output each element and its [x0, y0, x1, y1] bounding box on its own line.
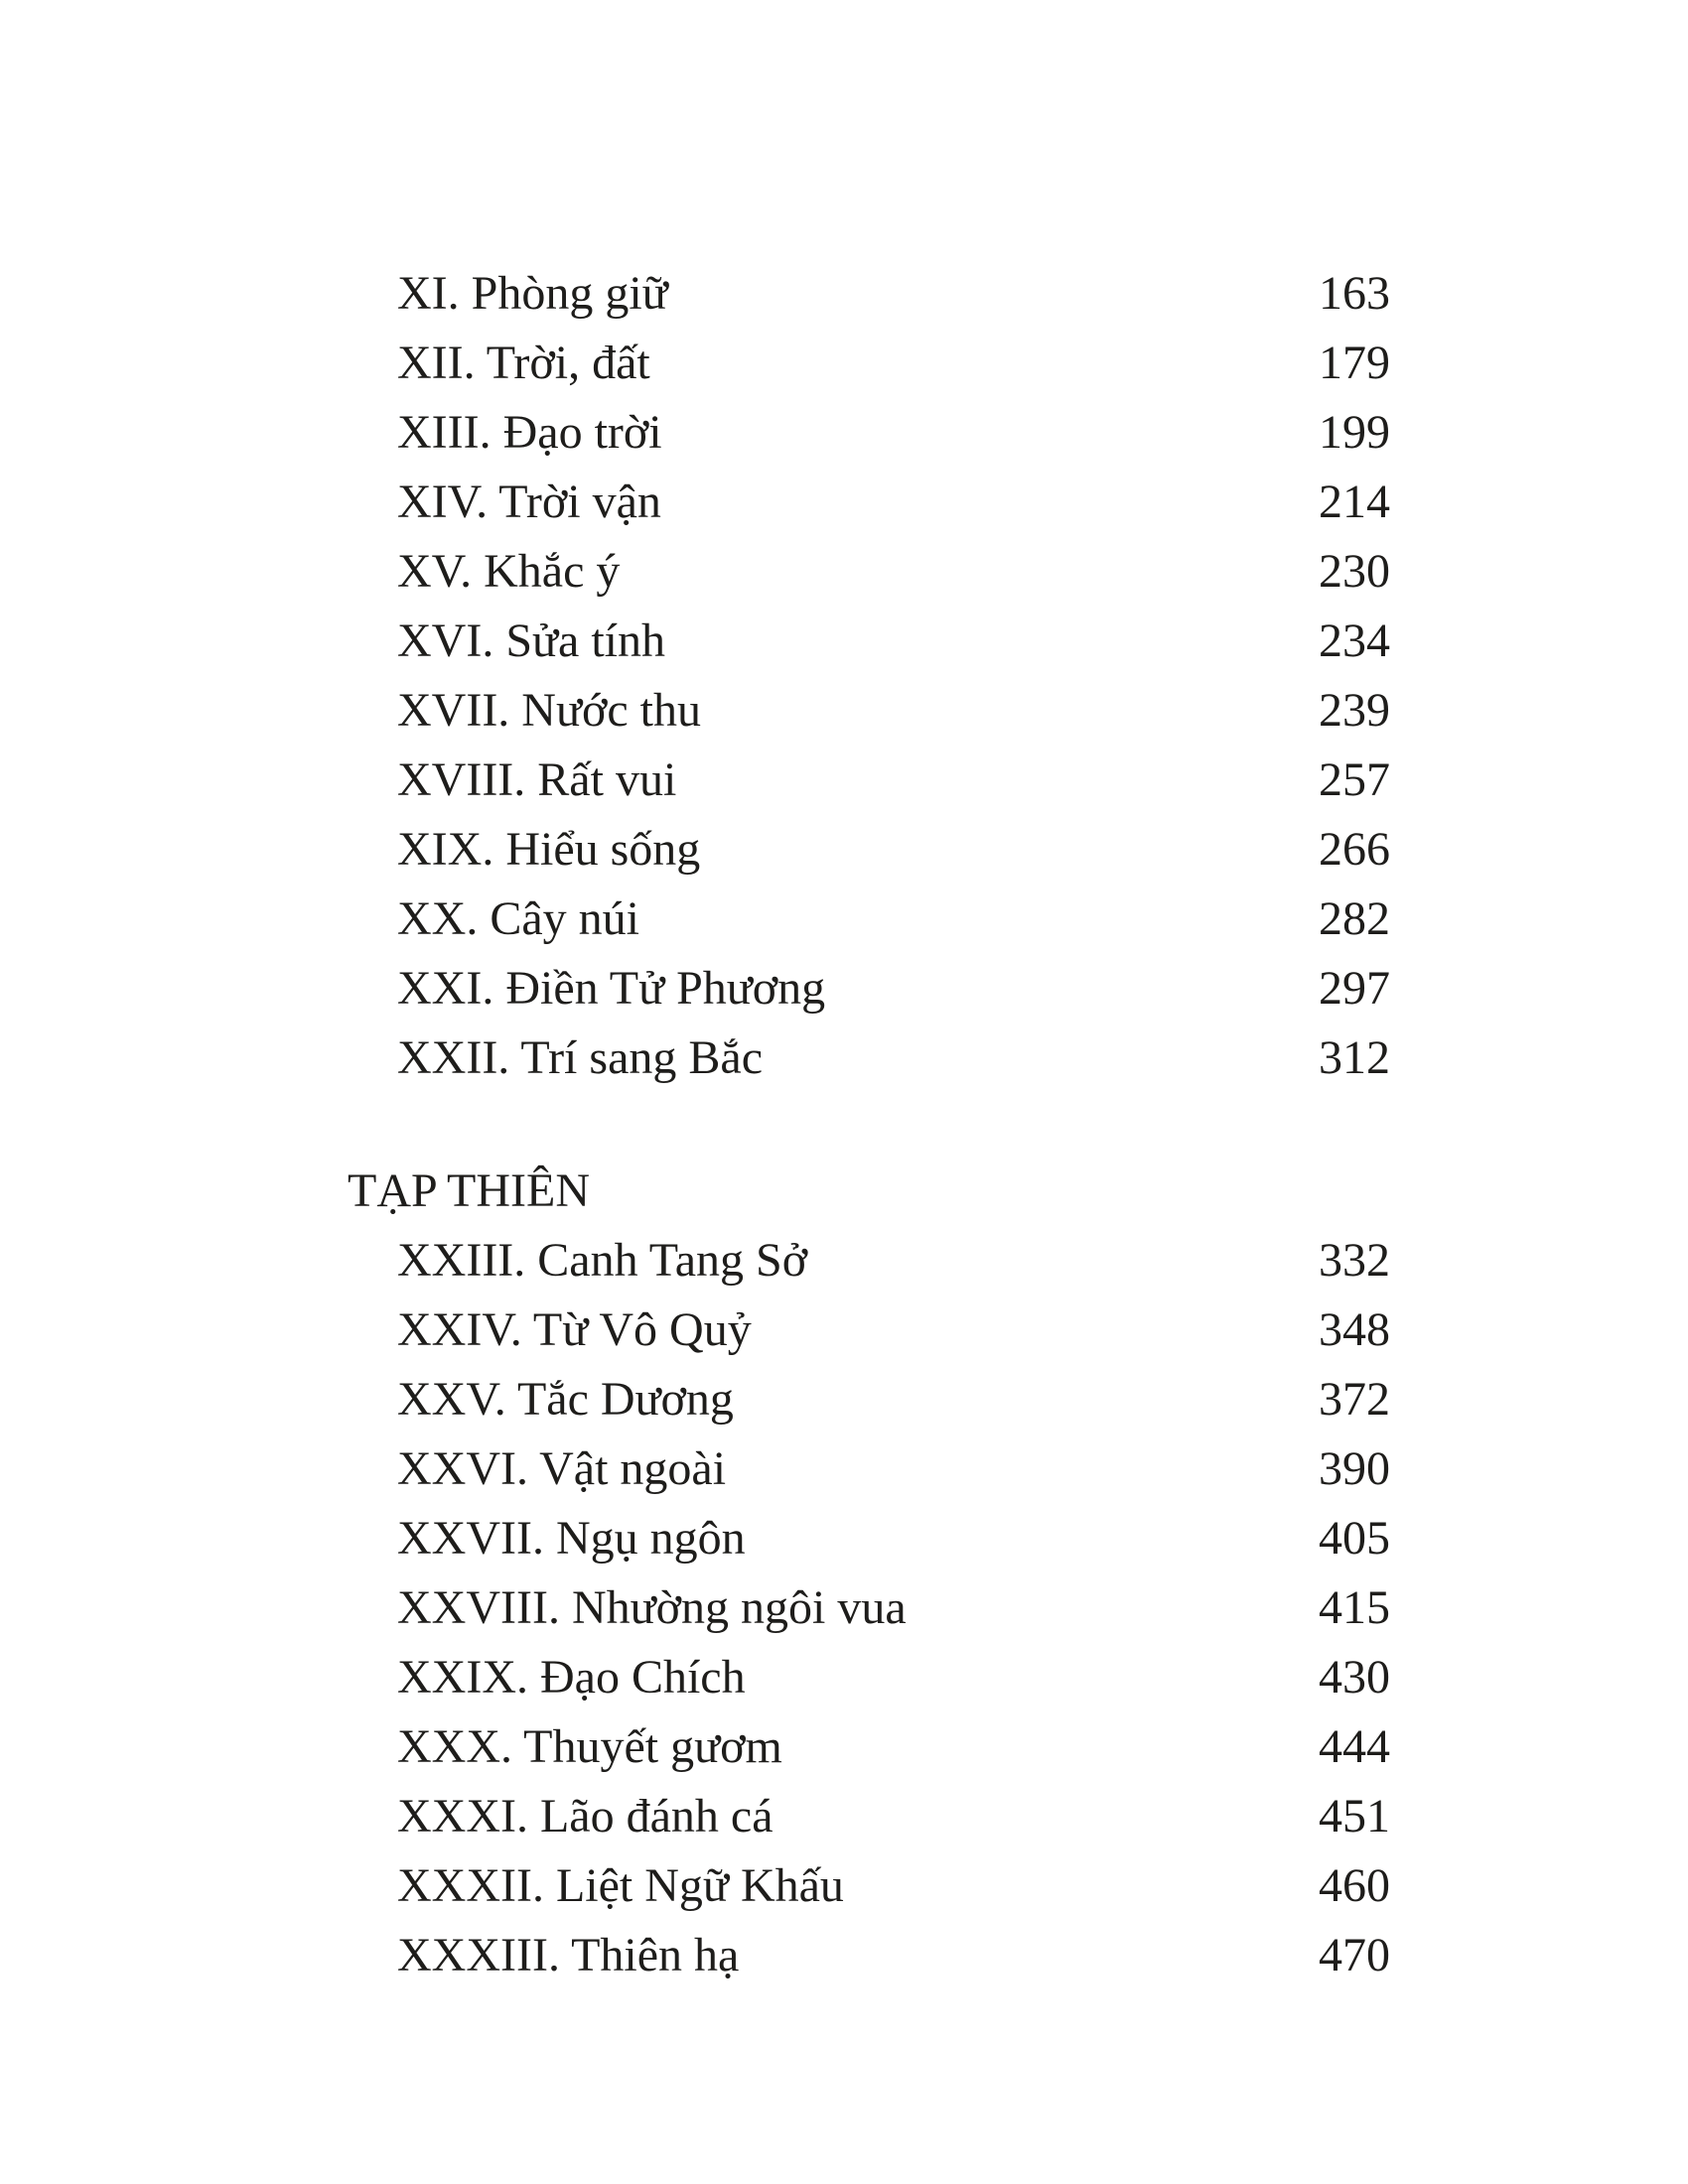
- toc-entry-row: [348, 954, 1390, 1024]
- entry-label: XXVIII. Nhường ngôi vua: [397, 1581, 907, 1634]
- entry-label: XXVI. Vật ngoài: [397, 1442, 727, 1495]
- entry-page: 257: [1319, 753, 1390, 806]
- toc-entry-row: [348, 329, 1390, 398]
- toc-section: [348, 259, 1390, 1093]
- entry-page: 444: [1319, 1720, 1390, 1773]
- toc-entry-row: [348, 885, 1390, 954]
- entry-page: 470: [1319, 1929, 1390, 1981]
- entry-label: XXXII. Liệt Ngữ Khấu: [397, 1859, 844, 1912]
- entry-page: 163: [1319, 267, 1390, 320]
- entry-page: 214: [1319, 476, 1390, 528]
- toc-entry-row: [348, 676, 1390, 746]
- toc-entry-row: [348, 537, 1390, 607]
- toc-entry-row: [348, 1573, 1390, 1643]
- toc-entry-row: [348, 746, 1390, 815]
- entry-label: XI. Phòng giữ: [397, 267, 668, 320]
- entry-page: 199: [1319, 406, 1390, 459]
- entry-page: 415: [1319, 1581, 1390, 1634]
- entry-page: 312: [1319, 1031, 1390, 1084]
- entry-page: 332: [1319, 1234, 1390, 1287]
- entry-page: 390: [1319, 1442, 1390, 1495]
- toc-entry-row: [348, 1024, 1390, 1093]
- toc-entry-row: [348, 1712, 1390, 1782]
- toc-entry-row: [348, 468, 1390, 537]
- entry-page: 230: [1319, 545, 1390, 598]
- entry-label: XXVII. Ngụ ngôn: [397, 1512, 746, 1565]
- entry-label: XXIV. Từ Vô Quỷ: [397, 1303, 752, 1356]
- toc-entry-row: [348, 1504, 1390, 1573]
- entry-label: XXIX. Đạo Chích: [397, 1651, 746, 1704]
- toc: [348, 259, 1390, 1990]
- toc-entry-row: [348, 607, 1390, 676]
- entry-page: 430: [1319, 1651, 1390, 1704]
- section-heading: TẠP THIÊN: [348, 1164, 590, 1217]
- entry-page: 460: [1319, 1859, 1390, 1912]
- toc-entry-row: [348, 815, 1390, 885]
- toc-entry-row: [348, 1643, 1390, 1712]
- entry-label: XXIII. Canh Tang Sở: [397, 1234, 808, 1287]
- toc-entry-row: [348, 1851, 1390, 1921]
- entry-page: 451: [1319, 1790, 1390, 1843]
- toc-entry-row: [348, 1226, 1390, 1296]
- toc-entry-row: [348, 1365, 1390, 1434]
- entry-label: XXV. Tắc Dương: [397, 1373, 734, 1426]
- entry-label: XIII. Đạo trời: [397, 406, 662, 459]
- entry-label: XXXI. Lão đánh cá: [397, 1790, 774, 1843]
- entry-label: XVII. Nước thu: [397, 684, 701, 737]
- toc-entry-row: [348, 1921, 1390, 1990]
- entry-page: 266: [1319, 823, 1390, 876]
- entry-label: XXXIII. Thiên hạ: [397, 1929, 740, 1981]
- entry-label: XXX. Thuyết gươm: [397, 1720, 782, 1773]
- entry-label: XXI. Điền Tử Phương: [397, 962, 826, 1015]
- entry-label: XIX. Hiểu sống: [397, 823, 701, 876]
- toc-entry-row: [348, 1296, 1390, 1365]
- entry-label: XX. Cây núi: [397, 892, 639, 945]
- toc-entry-row: [348, 1782, 1390, 1851]
- entry-page: 297: [1319, 962, 1390, 1015]
- entry-label: XXII. Trí sang Bắc: [397, 1031, 763, 1084]
- entry-label: XV. Khắc ý: [397, 545, 621, 598]
- toc-entry-row: [348, 398, 1390, 468]
- entry-label: XII. Trời, đất: [397, 337, 650, 389]
- entry-page: 234: [1319, 614, 1390, 667]
- entry-label: XVIII. Rất vui: [397, 753, 677, 806]
- entry-page: 348: [1319, 1303, 1390, 1356]
- entry-page: 372: [1319, 1373, 1390, 1426]
- toc-entry-row: [348, 259, 1390, 329]
- entry-page: 179: [1319, 337, 1390, 389]
- toc-section: [348, 1157, 1390, 1990]
- entry-label: XIV. Trời vận: [397, 476, 661, 528]
- toc-entry-row: [348, 1434, 1390, 1504]
- entry-page: 282: [1319, 892, 1390, 945]
- entry-label: XVI. Sửa tính: [397, 614, 665, 667]
- entry-page: 405: [1319, 1512, 1390, 1565]
- entry-page: 239: [1319, 684, 1390, 737]
